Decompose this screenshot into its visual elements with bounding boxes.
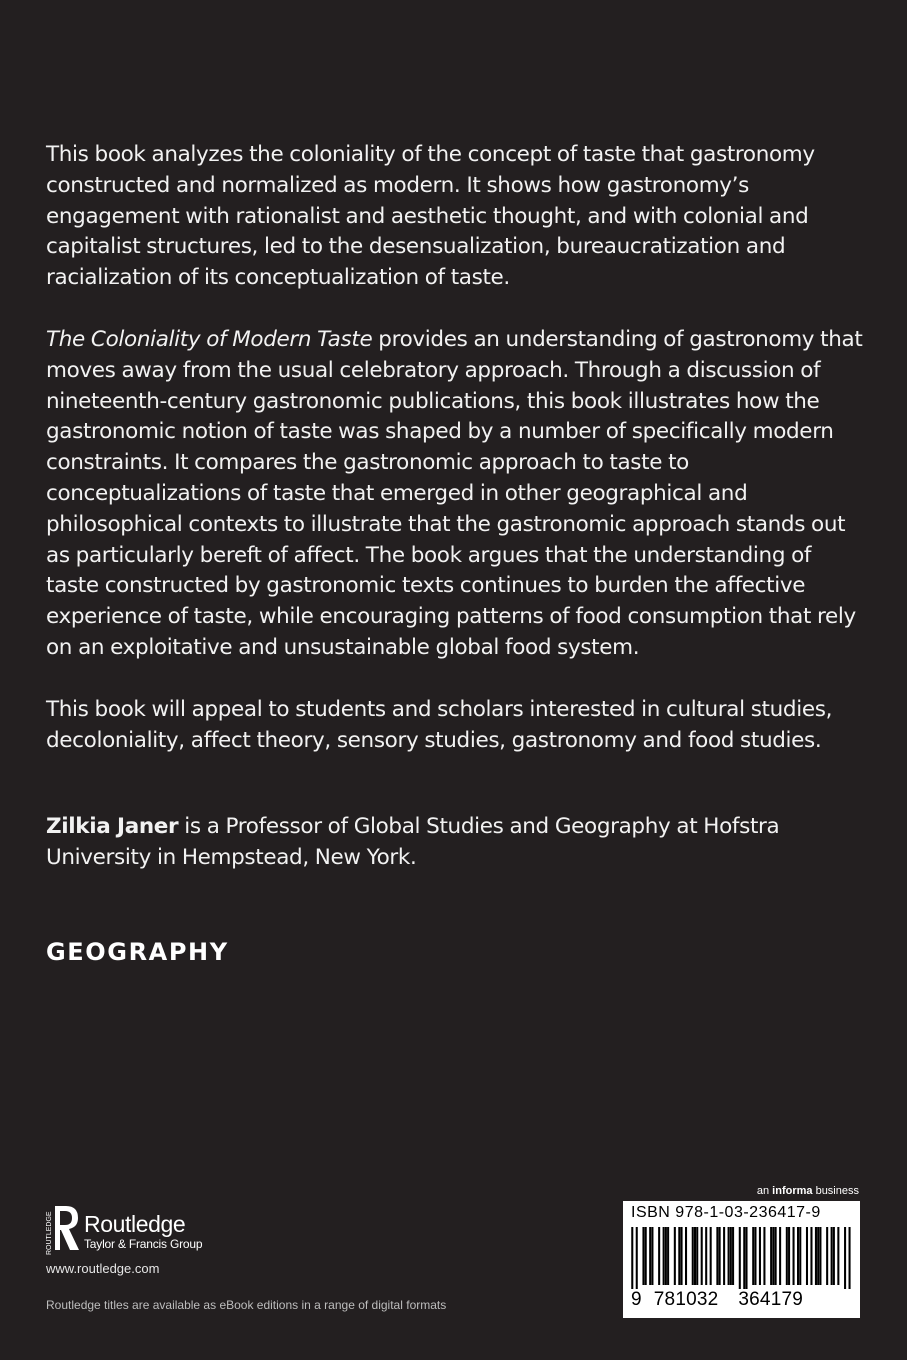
barcode-bar bbox=[681, 1227, 683, 1285]
barcode-bar bbox=[826, 1227, 828, 1285]
barcode-bar bbox=[833, 1227, 835, 1285]
description-paragraph-2-text: provides an understanding of gastronomy that moves away from the usual celebratory approach. Through a discussion of nineteenth-century gastronomic publications, this book illustrates how the gastronomic notion of taste was shaped by a number of specifically modern constraints. It compares the gastronomic approach to taste to conceptualizations of taste that emerged in other geographical and philosophical contexts to illustrate that the gastronomic approach stands out as particularly bereft of affect. The book argues that the understanding of taste constructed by gastronomic texts continues to burden the affective experience of taste, while encouraging patterns of food consumption that rely on an exploitative and unsustainable global food system. bbox=[46, 326, 863, 660]
book-title-italic: The Coloniality of Modern Taste bbox=[46, 326, 373, 352]
barcode-bar bbox=[788, 1227, 790, 1285]
barcode-bar bbox=[696, 1227, 698, 1285]
ebook-note: Routledge titles are available as eBook editions in a range of digital formats bbox=[46, 1298, 447, 1312]
barcode-bar bbox=[752, 1227, 754, 1285]
author-bio bbox=[46, 812, 866, 874]
author-name: Zilkia Janer bbox=[46, 814, 179, 840]
book-description bbox=[46, 140, 866, 874]
informa-brand: informa bbox=[772, 1185, 813, 1197]
barcode-bar bbox=[759, 1227, 761, 1285]
barcode-bar bbox=[719, 1227, 721, 1285]
barcode-bar bbox=[775, 1227, 777, 1285]
subject-category: GEOGRAPHY bbox=[46, 938, 229, 966]
barcode-bar bbox=[705, 1227, 707, 1285]
barcode-bar bbox=[817, 1227, 819, 1285]
barcode-bar bbox=[631, 1227, 633, 1289]
logo-vertical-text: ROUTLEDGE bbox=[46, 1211, 53, 1255]
publisher-text bbox=[84, 1211, 202, 1251]
barcode-bar bbox=[797, 1227, 799, 1285]
barcode-bar bbox=[786, 1227, 788, 1285]
barcode-bar bbox=[793, 1227, 795, 1285]
barcode-bar bbox=[815, 1227, 817, 1285]
description-paragraph-3: This book will appeal to students and scholars interested in cultural studies, decoloniality, affect theory, sensory studies, gastronomy and food studies. bbox=[46, 696, 833, 753]
barcode-bar bbox=[732, 1227, 734, 1285]
barcode-bar bbox=[678, 1227, 680, 1285]
barcode-bar bbox=[728, 1227, 730, 1285]
barcode-bar bbox=[844, 1227, 846, 1289]
publisher-name: Routledge bbox=[84, 1211, 186, 1237]
isbn-barcode bbox=[623, 1201, 860, 1318]
barcode-bar bbox=[663, 1227, 665, 1285]
publisher-url: www.routledge.com bbox=[46, 1261, 160, 1276]
publisher-logo-block bbox=[42, 1204, 202, 1258]
informa-tagline bbox=[757, 1185, 859, 1197]
barcode-bar bbox=[754, 1227, 756, 1285]
routledge-r-logo-icon bbox=[42, 1204, 82, 1258]
publisher-group: Taylor & Francis Group bbox=[84, 1237, 203, 1251]
isbn-number: ISBN 978-1-03-236417-9 bbox=[631, 1204, 821, 1221]
barcode-bar bbox=[694, 1227, 696, 1285]
barcode-bars bbox=[629, 1227, 853, 1291]
barcode-bar bbox=[849, 1227, 851, 1289]
barcode-bar bbox=[770, 1227, 772, 1285]
description-paragraph-1: This book analyzes the coloniality of the concept of taste that gastronomy constructed and normalized as modern. It shows how gastronomy’s engagement with rationalist and aesthetic thought, and with colonial and capitalist structures, led to the desensualization, bureaucratization and racialization of its conceptualization of taste. bbox=[46, 142, 815, 291]
barcode-bar bbox=[685, 1227, 687, 1285]
barcode-bar bbox=[743, 1227, 745, 1289]
barcode-digits bbox=[631, 1289, 855, 1311]
barcode-bar bbox=[739, 1227, 741, 1289]
barcode-bar bbox=[779, 1227, 781, 1285]
barcode-bar bbox=[716, 1227, 718, 1285]
barcode-bar bbox=[819, 1227, 821, 1285]
barcode-bar bbox=[745, 1227, 747, 1289]
barcode-bar bbox=[692, 1227, 694, 1285]
barcode-bar bbox=[710, 1227, 712, 1285]
barcode-bar bbox=[837, 1227, 839, 1285]
barcode-bar bbox=[645, 1227, 647, 1285]
barcode-bar bbox=[651, 1227, 653, 1285]
barcode-bar bbox=[667, 1227, 669, 1285]
informa-suffix: business bbox=[812, 1185, 859, 1197]
barcode-bar bbox=[674, 1227, 676, 1285]
barcode-bar bbox=[665, 1227, 667, 1285]
barcode-digits-left: 781032 bbox=[653, 1289, 719, 1310]
informa-prefix: an bbox=[756, 1185, 773, 1197]
barcode-digits-right: 364179 bbox=[738, 1289, 803, 1310]
barcode-digit-lead: 9 bbox=[631, 1289, 642, 1310]
author-bio-text: is a Professor of Global Studies and Geography at Hofstra University in Hempstead, New York. bbox=[46, 814, 780, 871]
description-paragraph-2 bbox=[46, 325, 866, 664]
barcode-bar bbox=[658, 1227, 660, 1285]
barcode-bar bbox=[730, 1227, 732, 1285]
barcode-bar bbox=[831, 1227, 833, 1285]
barcode-bar bbox=[636, 1227, 638, 1289]
barcode-bar bbox=[799, 1227, 801, 1285]
barcode-bar bbox=[723, 1227, 725, 1285]
barcode-bar bbox=[649, 1227, 651, 1285]
barcode-bar bbox=[701, 1227, 703, 1285]
barcode-bar bbox=[806, 1227, 808, 1285]
barcode-bar bbox=[810, 1227, 812, 1285]
barcode-bar bbox=[772, 1227, 774, 1285]
barcode-bar bbox=[642, 1227, 644, 1285]
barcode-bar bbox=[763, 1227, 765, 1285]
